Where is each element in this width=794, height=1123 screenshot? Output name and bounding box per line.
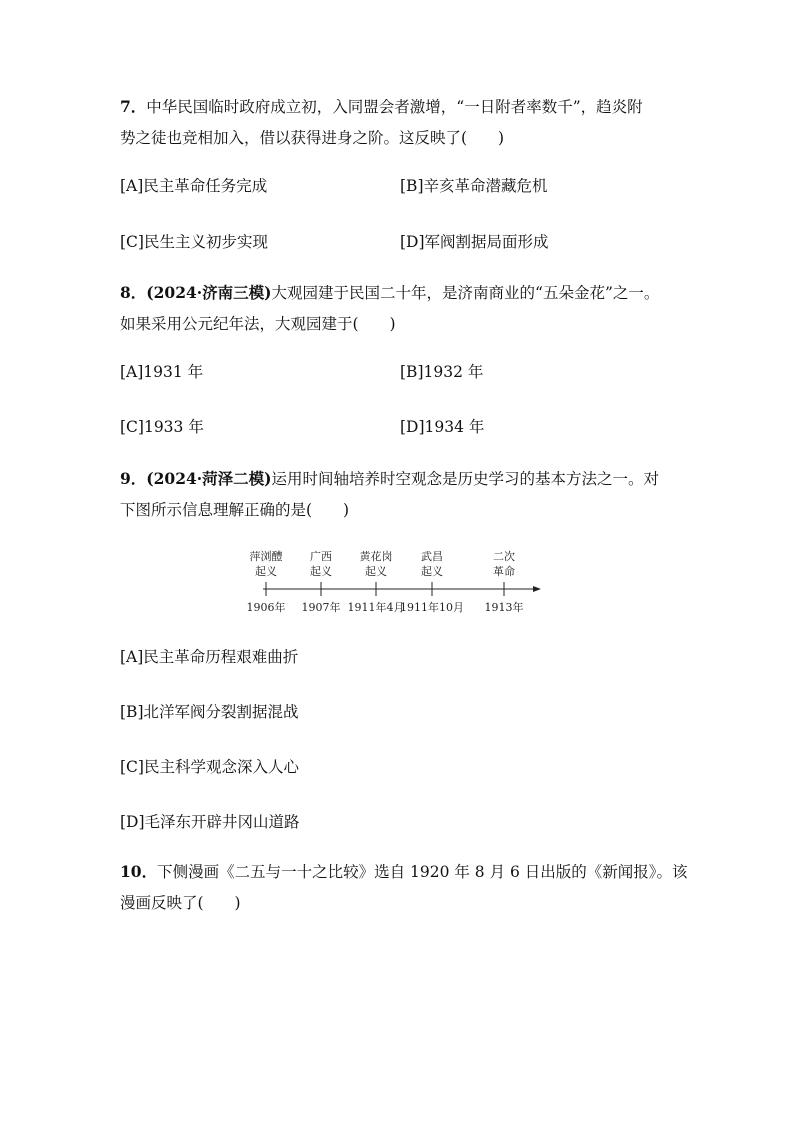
timeline-event-label: 武昌 bbox=[421, 550, 443, 563]
timeline-event-label: 起义 bbox=[365, 565, 387, 578]
timeline-event-label: 起义 bbox=[421, 565, 443, 578]
q9-number: 9． bbox=[120, 469, 147, 488]
timeline-event-label: 广西 bbox=[310, 550, 332, 563]
q10-stem-line2: 漫画反映了( ) bbox=[120, 894, 241, 912]
q9-stem-line1 bbox=[120, 469, 659, 489]
q9-source: (2024·菏泽二模) bbox=[146, 469, 272, 488]
q8-number: 8． bbox=[120, 283, 147, 302]
timeline-date-label: 1911年10月 bbox=[400, 601, 464, 614]
q7-stem-line2: 势之徒也竞相加入，借以获得进身之阶。这反映了( ) bbox=[120, 129, 505, 147]
q9-stem-line2: 下图所示信息理解正确的是( ) bbox=[120, 501, 350, 519]
q8-stem-text-1: 大观园建于民国二十年，是济南商业的“五朵金花”之一。 bbox=[271, 284, 660, 302]
q8-stem-line2: 如果采用公元纪年法，大观园建于( ) bbox=[120, 315, 396, 333]
q7-option-a[interactable]: [A]民主革命任务完成 bbox=[120, 177, 268, 195]
timeline-event-label: 革命 bbox=[493, 565, 515, 578]
q9-option-b[interactable]: [B]北洋军阀分裂割据混战 bbox=[120, 703, 299, 721]
timeline-figure bbox=[245, 545, 545, 625]
timeline-event-label: 起义 bbox=[310, 565, 332, 578]
q8-source: (2024·济南三模) bbox=[146, 283, 272, 302]
q9-option-c[interactable]: [C]民主科学观念深入人心 bbox=[120, 758, 299, 776]
q9-option-d[interactable]: [D]毛泽东开辟井冈山道路 bbox=[120, 813, 300, 831]
q7-number: 7． bbox=[120, 97, 147, 116]
q8-option-c[interactable]: [C]1933 年 bbox=[120, 418, 204, 436]
timeline-arrowhead bbox=[533, 586, 541, 592]
q10-stem-line1 bbox=[120, 862, 688, 882]
timeline-date-label: 1907年 bbox=[301, 601, 341, 614]
q7-stem-text-1: 中华民国临时政府成立初，入同盟会者激增，“一日附者率数千”，趋炎附 bbox=[146, 98, 643, 116]
q7-stem-line1 bbox=[120, 97, 643, 117]
timeline-event-label: 二次 bbox=[493, 550, 515, 563]
timeline-event-label: 黄花岗 bbox=[359, 550, 393, 563]
q7-option-b[interactable]: [B]辛亥革命潜藏危机 bbox=[400, 177, 548, 195]
q7-option-c[interactable]: [C]民生主义初步实现 bbox=[120, 233, 268, 251]
q7-option-d[interactable]: [D]军阀割据局面形成 bbox=[400, 233, 549, 251]
timeline-svg bbox=[245, 545, 545, 625]
timeline-event-label: 萍浏醴 bbox=[249, 550, 283, 563]
q9-option-a[interactable]: [A]民主革命历程艰难曲折 bbox=[120, 648, 299, 666]
q10-number: 10． bbox=[120, 862, 158, 881]
q10-stem-text-1: 下侧漫画《二五与一十之比较》选自 1920 年 8 月 6 日出版的《新闻报》。该 bbox=[157, 863, 688, 881]
timeline-date-label: 1911年4月 bbox=[347, 601, 405, 614]
timeline-date-label: 1913年 bbox=[484, 601, 524, 614]
q8-option-b[interactable]: [B]1932 年 bbox=[400, 363, 484, 381]
timeline-event-label: 起义 bbox=[255, 565, 277, 578]
q8-stem-line1 bbox=[120, 283, 659, 303]
q8-option-a[interactable]: [A]1931 年 bbox=[120, 363, 204, 381]
q9-stem-text-1: 运用时间轴培养时空观念是历史学习的基本方法之一。对 bbox=[271, 470, 660, 488]
q8-option-d[interactable]: [D]1934 年 bbox=[400, 418, 485, 436]
timeline-date-label: 1906年 bbox=[246, 601, 286, 614]
